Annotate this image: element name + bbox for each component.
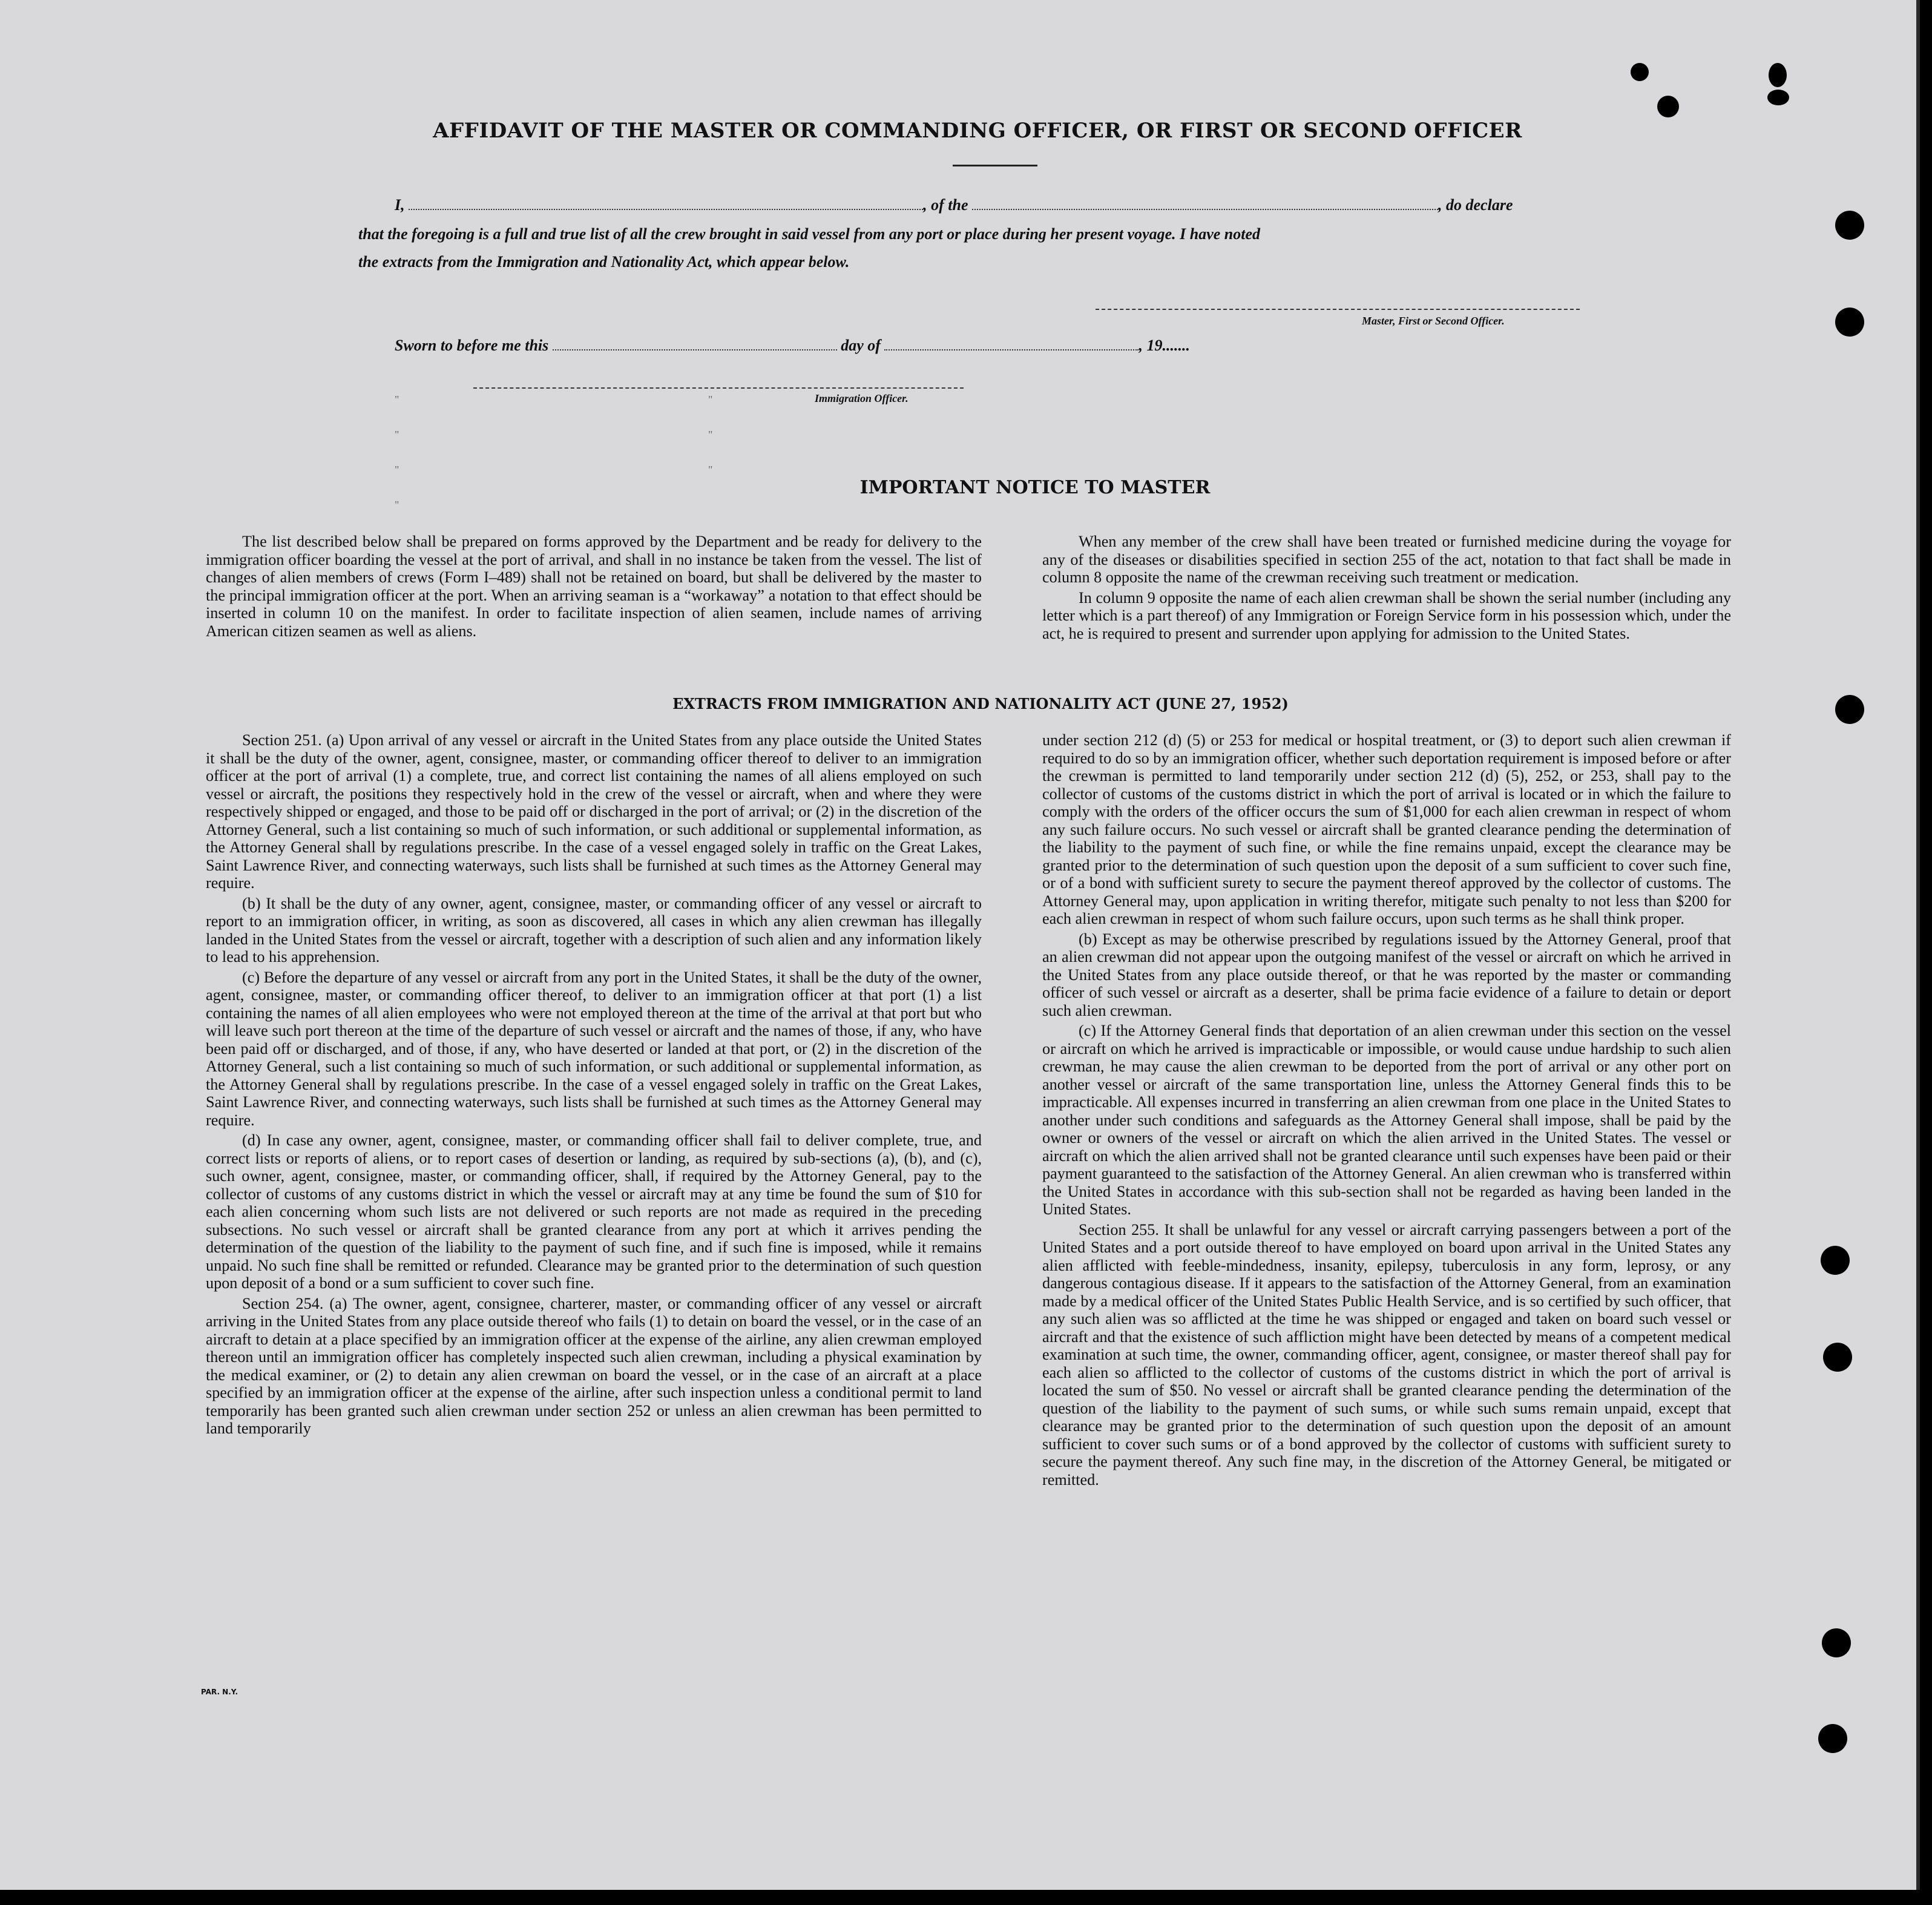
month-blank — [884, 337, 1138, 350]
extracts-left-column — [206, 731, 982, 1440]
punch-hole — [1835, 308, 1864, 337]
day-of-label: day of — [841, 337, 881, 354]
extract-paragraph: Section 255. It shall be unlawful for any vessel or aircraft carrying passengers between a port of the United States and a port outside thereof to have employed on board upon arrival in the United States any alien afflicted with feeble-mindedness, insanity, epilepsy, tuberculosis in any form, leprosy, or any dangerous contagious disease. If it appears to the satisfaction of the Attorney General, from an examination made by a medical officer of the United States Public Health Service, and is so certified by such officer, that any such alien was so afflicted at the time he was shipped or engaged and taken on board such vessel or aircraft and that the existence of such affliction might have been detected by means of a competent medical examination at such time, the owner, commanding officer, agent, consignee, or master thereof shall pay for each alien so afflicted to the collector of customs of the customs district in which the port of arrival is located the sum of $50. No vessel or aircraft shall be granted clearance pending the determination of the question of the liability to the payment of such sums, or while such sums remain unpaid, except that clearance may be granted prior to the determination of such question upon the deposit of an amount sufficient to cover such sums or of a bond approved by the collector of customs with sufficient surety to secure the payment thereof. Any such fine may, in the discretion of the Attorney General, be mitigated or remitted. — [1042, 1220, 1731, 1489]
stray-mark: " — [708, 393, 713, 406]
extract-paragraph: under section 212 (d) (5) or 253 for medical or hospital treatment, or (3) to deport such alien crewman if required to do so by an immigration officer, whether such deportation requirement is imposed before or after the crewman is permitted to land temporarily under section 212 (d) (5), 252, or 253, shall pay to the collector of customs of the customs district in which the port of arrival is located or in which the failure to comply with the orders of the officer occurs the sum of $1,000 for each alien crewman in respect of whom any such failure occurs. No such vessel or aircraft shall be granted clearance pending the determination of the liability to the payment of such fine, or while the fine remains unpaid, except the clearance may be granted prior to the determination of such question upon the deposit of a sum sufficient to cover such fine, or of a bond with sufficient surety to secure the payment thereof approved by the collector of customs. The Attorney General may, upon application in writing therefor, mitigate such penalty to not less than $200 for each alien crewman in respect of whom such failure occurs, upon such terms as he shall think proper. — [1042, 731, 1731, 927]
extract-paragraph: (b) It shall be the duty of any owner, agent, consignee, master, or commanding officer of any vessel or aircraft to report to an immigration officer, in writing, as soon as discovered, all cases in which any alien crewman has illegally landed in the United States from the vessel or aircraft, together with a description of such alien and any information likely to lead to his apprehension. — [206, 894, 982, 966]
punch-hole — [1823, 1343, 1852, 1372]
master-signature-line — [1096, 309, 1580, 311]
extract-paragraph: (c) If the Attorney General finds that deportation of an alien crewman under this section on the vessel or aircraft on which he arrived is impracticable or impossible, or would cause undue hardship to such alien crewman, he may cause the alien crewman to be deported from the port of arrival or any other port on another vessel or aircraft of the same transportation line, unless the Attorney General finds this to be impracticable. All expenses incurred in transferring an alien crewman from one place in the United States to another under such conditions and safeguards as the Attorney General shall impose, shall be paid by the owner or owners of the vessel or aircraft on which the alien arrived in the United States. The vessel or aircraft on which the alien arrived shall not be granted clearance until such expenses have been paid or their payment guaranteed to the satisfaction of the Attorney General. An alien crewman who is transferred within the United States in accordance with this sub-section shall not be regarded as having been landed in the United States. — [1042, 1022, 1731, 1218]
stray-mark: " — [395, 429, 399, 441]
punch-hole — [1818, 1724, 1847, 1753]
notice-paragraph: In column 9 opposite the name of each alien crewman shall be shown the serial number (including any letter which is a part thereof) of any Immigration or Foreign Service form in his possession which, under the act, he is required to present and surrender upon applying for admission to the United States. — [1042, 588, 1731, 642]
stray-mark: " — [395, 499, 399, 511]
extract-paragraph: Section 254. (a) The owner, agent, consignee, charterer, master, or commanding officer of any vessel or aircraft arriving in the United States from any place outside thereof who fails (1) to detain on board the vessel, or in the case of an aircraft to detain at a place specified by an immigration officer at the expense of the airline, any alien crewman employed thereon until an immigration officer has completely inspected such alien crewman, including a physical examination by the medical examiner, or (2) to detain any alien crewman on board the vessel, or in the case of an aircraft at a place specified by an immigration officer at the expense of the airline, after such inspection unless a conditional permit to land temporarily has been granted such alien crewman under section 252 or unless an alien crewman has been permitted to land temporarily — [206, 1294, 982, 1437]
master-caption: Master, First or Second Officer. — [1362, 315, 1505, 327]
vessel-blank — [972, 197, 1438, 210]
name-blank — [409, 197, 923, 210]
notice-paragraph: The list described below shall be prepared on forms approved by the Department and be ready for delivery to the immigration officer boarding the vessel at the port of arrival, and shall in no instance be taken from the vessel. The list of changes of alien members of crews (Form I–489) shall not be retained on board, but shall be delivered by the master to the principal immigration officer at the port. When an arriving seaman is a “workaway” a notation to that effect should be inserted in column 10 on the manifest. In order to facilitate inspection of alien seamen, include names of arriving American citizen seamen as well as aliens. — [206, 533, 982, 640]
affidavit-line-1 — [395, 196, 1513, 214]
officer-caption: Immigration Officer. — [815, 392, 908, 404]
stray-mark: " — [395, 464, 399, 476]
stray-mark: " — [395, 393, 399, 406]
notice-left-column — [206, 533, 982, 642]
extracts-heading: EXTRACTS FROM IMMIGRATION AND NATIONALITY ACT (JUNE 27, 1952) — [672, 695, 1289, 712]
affidavit-line-3: the extracts from the Immigration and Nationality Act, which appear below. — [358, 253, 850, 271]
stray-mark: " — [708, 464, 713, 476]
extracts-right-column — [1042, 731, 1731, 1491]
ink-blot — [1631, 63, 1649, 81]
punch-hole — [1835, 211, 1864, 240]
ink-blot — [1767, 90, 1789, 105]
punch-hole — [1822, 1628, 1851, 1657]
extract-paragraph: Section 251. (a) Upon arrival of any vessel or aircraft in the United States from any place outside the United States it shall be the duty of the owner, agent, consignee, master, or commanding officer thereof to deliver to an immigration officer at the port of arrival (1) a complete, true, and correct list containing the names of all aliens employed on such vessel or aircraft, the positions they respectively hold in the crew of the vessel or aircraft, when and where they were respectively shipped or engaged, and those to be paid off or discharged in the port of arrival; or (2) in the discretion of the Attorney General, such a list containing so much of such information, or such additional or supplemental information, as the Attorney General shall by regulations prescribe. In the case of a vessel engaged solely in traffic on the Great Lakes, Saint Lawrence River, and connecting waterways, such lists shall be furnished at such times as the Attorney General may require. — [206, 731, 982, 892]
notice-paragraph: When any member of the crew shall have been treated or furnished medicine during the voyage for any of the diseases or disabilities specified in section 255 of the act, notation to that fact shall be made in column 8 opposite the name of the crewman receiving such treatment or medication. — [1042, 533, 1731, 586]
title-rule — [953, 165, 1037, 166]
extract-paragraph: (d) In case any owner, agent, consignee, master, or commanding officer shall fail to deliver complete, true, and correct lists or reports of aliens, or to report cases of desertion or landing, as required by sub-sections (a), (b), and (c), such owner, agent, consignee, master, or commanding officer, shall, if required by the Attorney General, pay to the collector of customs of any customs district in which the vessel or aircraft may at any time be found the sum of $10 for each alien concerning whom such lists are not delivered or such reports are not made as required in the preceding subsections. No such vessel or aircraft shall be granted clearance from any port at which it arrives pending the determination of the question of the liability to the payment of such fine, and if such fine is imposed, while it remains unpaid. No such fine shall be remitted or refunded. Clearance may be granted prior to the determination of such question upon deposit of a bond or a sum sufficient to cover such fine. — [206, 1131, 982, 1292]
extract-paragraph: (b) Except as may be otherwise prescribed by regulations issued by the Attorney General, proof that an alien crewman did not appear upon the outgoing manifest of the vessel or aircraft on which he arrived in the United States from any place outside thereof, or that he was reported by the master or commanding officer of such vessel or aircraft as a deserter, shall be prima facie evidence of a failure to detain or deport such alien crewman. — [1042, 930, 1731, 1019]
officer-signature-line — [473, 387, 964, 390]
of-the-label: , of the — [923, 196, 968, 214]
ink-blot — [1769, 63, 1787, 87]
day-blank — [553, 337, 837, 350]
do-declare-label: , do declare — [1438, 196, 1513, 214]
printer-mark: PAR. N.Y. — [201, 1688, 238, 1696]
punch-hole — [1835, 695, 1864, 724]
stray-mark: " — [708, 429, 713, 441]
sworn-label: Sworn to before me this — [395, 337, 549, 354]
affidavit-line-2: that the foregoing is a full and true list of all the crew brought in said vessel from any port or place during her present voyage. I have noted — [358, 225, 1261, 243]
ink-blot — [1657, 96, 1679, 117]
extract-paragraph: (c) Before the departure of any vessel or aircraft from any port in the United States, it shall be the duty of the owner, agent, consignee, master, or commanding officer thereof, to deliver to an immigration officer at that port (1) a list containing the names of all alien employees who were not employed thereon at the time of the arrival at that port but who will leave such port thereon at the time of the departure of such vessel or aircraft and the names of those, if any, who have been paid off or discharged, and of those, if any, who have deserted or landed at that port, or (2) in the discretion of the Attorney General, such a list containing so much of such information, or such additional or supplemental information, as the Attorney General shall by regulations prescribe. In the case of a vessel engaged solely in traffic on the Great Lakes, Saint Lawrence River, and connecting waterways, such lists shall be furnished at such times as the Attorney General may require. — [206, 968, 982, 1129]
year-label: , 19....... — [1138, 337, 1190, 354]
sworn-line — [395, 337, 1190, 355]
notice-heading: IMPORTANT NOTICE TO MASTER — [859, 477, 1211, 498]
document-title: AFFIDAVIT OF THE MASTER OR COMMANDING OFFICER, OR FIRST OR SECOND OFFICER — [433, 119, 1522, 143]
notice-right-column — [1042, 533, 1731, 645]
i-label: I, — [395, 196, 405, 214]
punch-hole — [1821, 1246, 1850, 1275]
